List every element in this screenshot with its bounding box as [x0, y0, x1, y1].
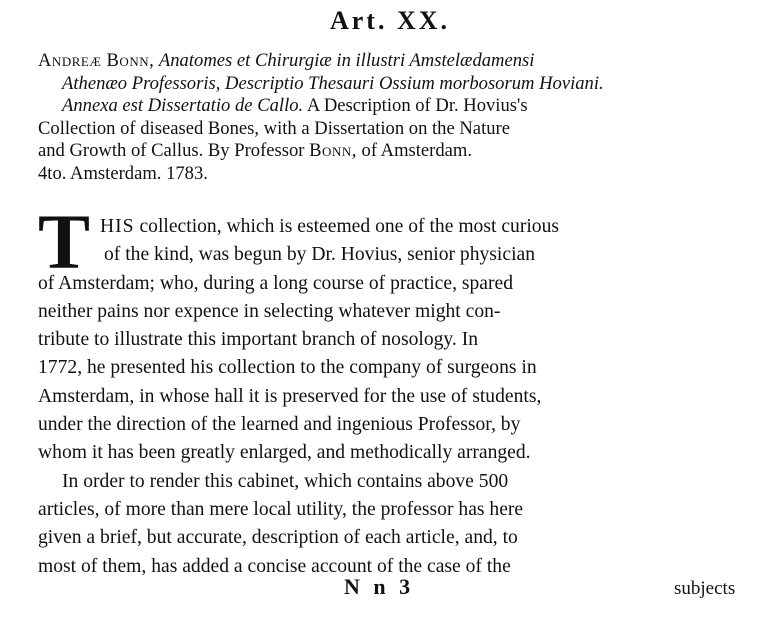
body-line: Amsterdam, in whose hall it is preserved for the use of students, — [38, 385, 542, 407]
citation-line: Collection of diseased Bones, with a Dissertation on the Nature — [38, 117, 510, 139]
body-line: neither pains nor expence in selecting whatever might con- — [38, 300, 501, 322]
body-line: In order to render this cabinet, which contains above 500 — [62, 470, 509, 492]
catchword: subjects — [674, 578, 736, 599]
body-line: under the direction of the learned and ingenious Professor, by — [38, 414, 521, 436]
citation-text: and Growth of Callus. By Professor — [38, 140, 305, 162]
citation-line — [38, 95, 760, 118]
citation-latin-annex: Annexa est Dissertatio de Callo. — [62, 95, 304, 117]
body-line: 1772, he presented his collection to the company of surgeons in — [38, 357, 537, 379]
citation-author: Andreæ Bonn, — [38, 50, 155, 71]
citation-line — [38, 50, 760, 73]
body-line: most of them, has added a concise account of the case of the — [38, 555, 511, 577]
citation-latin-title: Anatomes et Chirurgiæ in illustri Amstelædamensi — [158, 50, 535, 71]
article-title: Art. XX. — [329, 6, 451, 35]
body-line: of the kind, was begun by Dr. Hovius, senior physician — [104, 244, 536, 266]
drop-cap: T — [38, 198, 91, 285]
body-text — [38, 198, 762, 581]
citation-english-title: A Description of Dr. Hovius's — [306, 95, 528, 117]
first-word: HIS — [100, 216, 135, 237]
citation-place: of Amsterdam. — [361, 140, 473, 162]
body-line: whom it has been greatly enlarged, and methodically arranged. — [38, 442, 531, 464]
body-line: given a brief, but accurate, description of each article, and, to — [38, 527, 518, 549]
body-line-text: collection, which is esteemed one of the most curious — [134, 216, 560, 237]
citation-line: 4to. Amsterdam. 1783. — [38, 162, 208, 184]
body-line — [38, 213, 762, 241]
citation-author-name: Bonn, — [309, 140, 357, 162]
citation-block — [38, 50, 760, 186]
body-line: articles, of more than mere local utility, the professor has here — [38, 498, 524, 520]
citation-line: Athenæo Professoris, Descriptio Thesauri Ossium morbosorum Hoviani. — [62, 72, 604, 94]
body-line: tribute to illustrate this important branch of nosology. In — [38, 329, 479, 351]
citation-line — [38, 140, 760, 163]
body-line: of Amsterdam; who, during a long course of practice, spared — [38, 272, 514, 294]
signature-mark: N n 3 — [344, 574, 415, 599]
